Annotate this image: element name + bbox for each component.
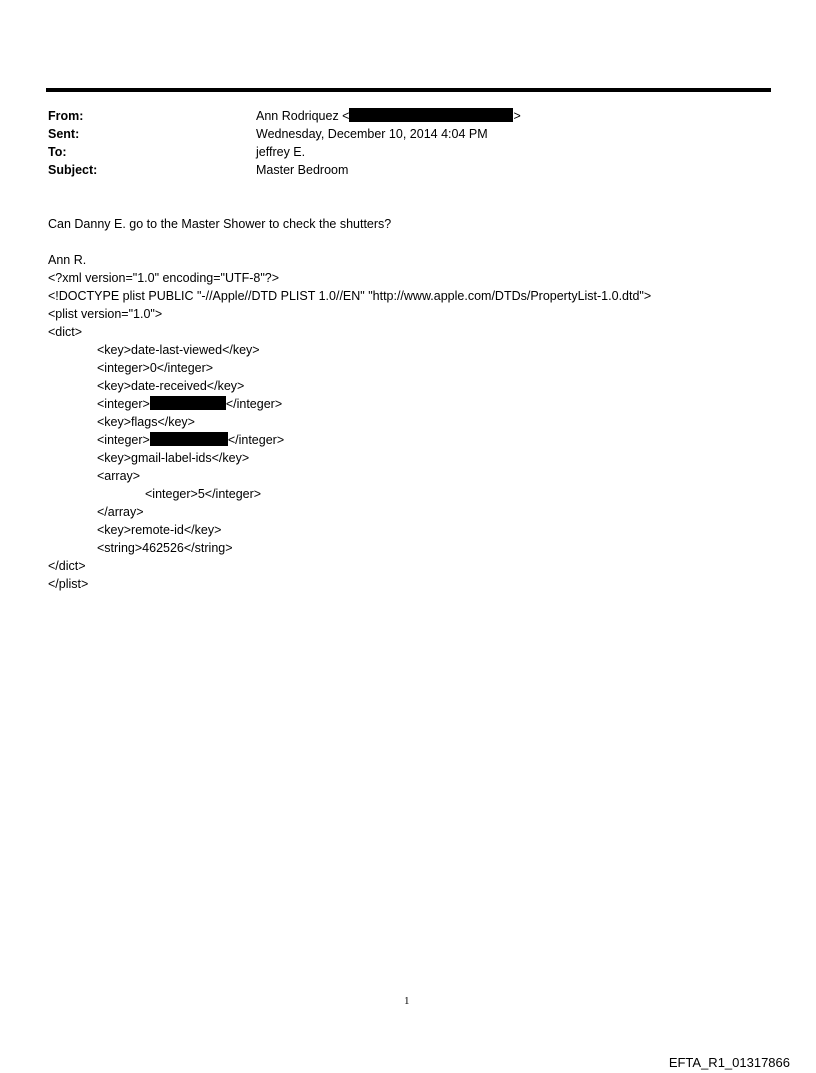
to-value: jeffrey E.	[256, 145, 306, 159]
redaction-box	[150, 432, 228, 446]
message-text: Can Danny E. go to the Master Shower to check the shutters?	[48, 217, 392, 231]
subject-value: Master Bedroom	[256, 163, 349, 177]
subject-label: Subject:	[48, 163, 98, 177]
integer-close-tag: </integer>	[225, 397, 283, 411]
bates-number: EFTA_R1_01317866	[668, 1055, 790, 1070]
integer-open-tag: <integer>	[97, 433, 150, 447]
header-rule	[46, 88, 771, 92]
sent-value: Wednesday, December 10, 2014 4:04 PM	[256, 127, 488, 141]
sent-label: Sent:	[48, 127, 80, 141]
integer-zero: <integer>0</integer>	[97, 361, 214, 375]
string-remote-id: <string>462526</string>	[97, 541, 233, 555]
xml-declaration: <?xml version="1.0" encoding="UTF-8"?>	[48, 271, 280, 285]
integer-five: <integer>5</integer>	[145, 487, 262, 501]
key-flags: <key>flags</key>	[97, 415, 195, 429]
from-value	[256, 107, 521, 125]
integer-close-tag: </integer>	[227, 433, 285, 447]
integer-flags	[97, 431, 284, 449]
from-label: From:	[48, 109, 84, 123]
redaction-box	[349, 108, 513, 122]
integer-date-received	[97, 395, 282, 413]
key-gmail-label-ids: <key>gmail-label-ids</key>	[97, 451, 250, 465]
plist-open: <plist version="1.0">	[48, 307, 163, 321]
redaction-box	[150, 396, 226, 410]
array-open: <array>	[97, 469, 141, 483]
from-name: Ann Rodriquez <	[256, 109, 350, 123]
dict-close: </dict>	[48, 559, 86, 573]
dict-open: <dict>	[48, 325, 83, 339]
array-close: </array>	[97, 505, 144, 519]
integer-open-tag: <integer>	[97, 397, 150, 411]
plist-close: </plist>	[48, 577, 89, 591]
to-label: To:	[48, 145, 67, 159]
doctype-line: <!DOCTYPE plist PUBLIC "-//Apple//DTD PLIST 1.0//EN" "http://www.apple.com/DTDs/PropertyList-1.0.dtd">	[48, 289, 652, 303]
key-remote-id: <key>remote-id</key>	[97, 523, 222, 537]
from-bracket: >	[513, 109, 521, 123]
page-number: 1	[404, 995, 410, 1007]
key-date-last-viewed: <key>date-last-viewed</key>	[97, 343, 260, 357]
key-date-received: <key>date-received</key>	[97, 379, 245, 393]
signature: Ann R.	[48, 253, 87, 267]
